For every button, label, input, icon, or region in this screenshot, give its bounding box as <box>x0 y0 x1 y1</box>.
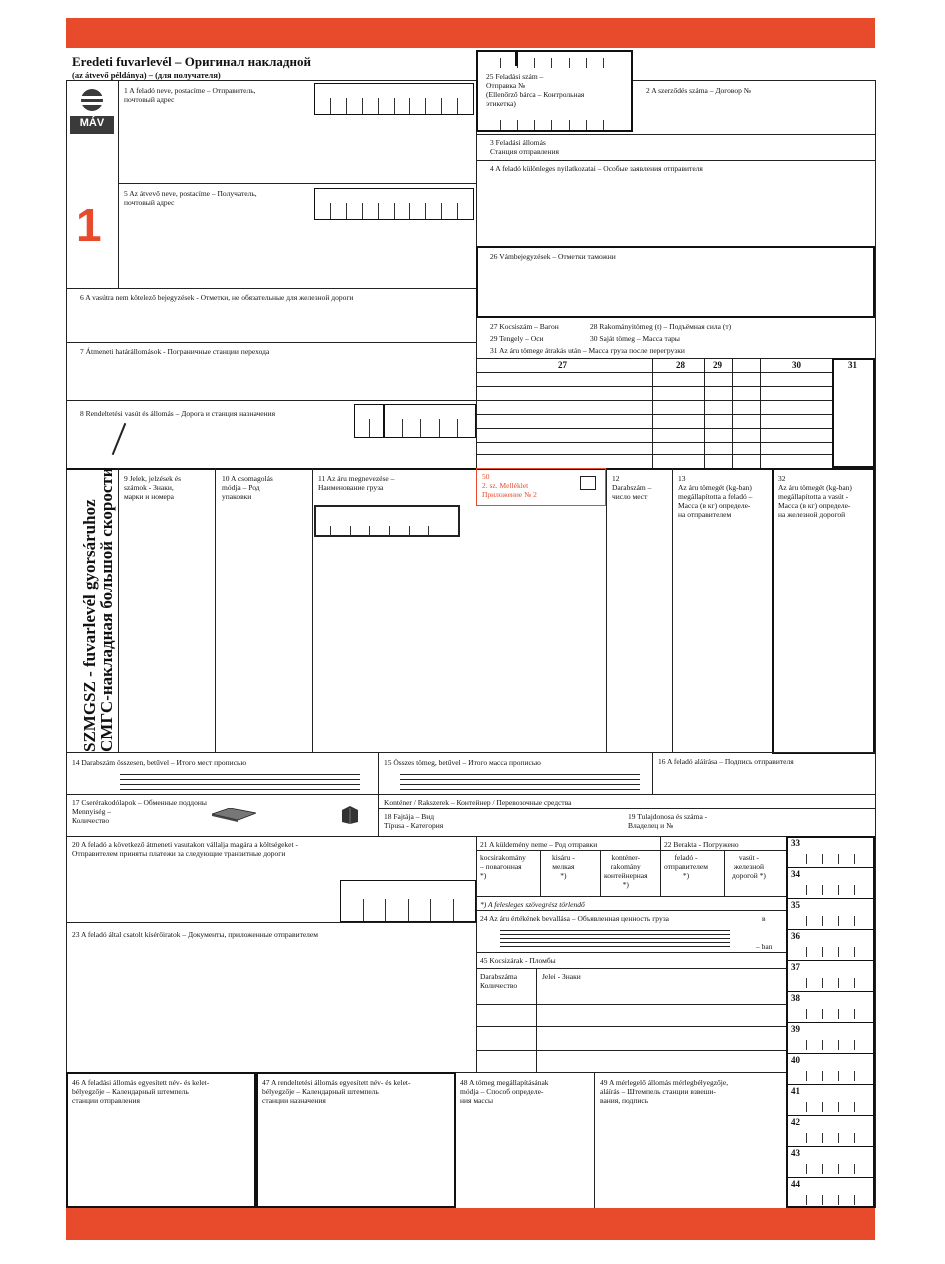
field-45-marks: Jelei - Знаки <box>542 972 581 981</box>
field-22-loaded: 22 Berakta - Погружено <box>664 840 739 849</box>
copy-number: 1 <box>76 199 102 251</box>
logo-text: MÁV <box>79 117 105 129</box>
field-46-stamp: 46 A feladási állomás egyesített név- és kelet- bélyegzője – Календарный штемпель станции отправления <box>72 1078 210 1105</box>
slash-mark <box>112 423 127 455</box>
field-50-annex: 50 2. sz. Melléklet Приложение № 2 <box>482 472 537 499</box>
field-31-label: 31 Az áru tömege átrakás után – Масса груза после перегрузки <box>490 346 685 355</box>
field-18-type: 18 Fajtája – Вид Típusa - Категория <box>384 812 444 830</box>
box-icon <box>340 806 360 824</box>
right-field-33-input[interactable] <box>806 850 870 864</box>
right-field-43: 43 <box>791 1148 800 1158</box>
field-6-remarks: 6 A vasútra nem kötelező bejegyzések - Отметки, не обязательные для железной дороги <box>80 293 354 302</box>
field-24-value: 24 Az áru értékének bevallása – Объявленная ценность груза <box>480 914 670 923</box>
right-field-38-input[interactable] <box>806 1005 870 1019</box>
right-field-41-input[interactable] <box>806 1098 870 1112</box>
field-1-sender: 1 A feladó neve, postacíme – Отправитель, почтовый адрес <box>124 86 256 104</box>
field-23-documents: 23 A feladó által csatolt kísérőiratok – Документы, приложенные отправителем <box>72 930 318 939</box>
right-field-38: 38 <box>791 993 800 1003</box>
side-title-hu: SZMGSZ - fuvarlevél gyorsáruhoz <box>80 499 99 752</box>
field-8-code-box-b[interactable] <box>384 404 476 438</box>
field-5-code-box[interactable] <box>314 188 474 220</box>
col-header-30: 30 <box>792 360 801 370</box>
field-24-ban: – ban <box>756 942 773 951</box>
field-22a: feladó - отправителем *) <box>664 853 709 880</box>
col-header-28: 28 <box>676 360 685 370</box>
field-32-mass-railway: 32 Az áru tömegét (kg-ban) megállapította a vasút - Масса (в кг) определе- на железной дорогой <box>778 474 852 519</box>
right-field-43-input[interactable] <box>806 1160 870 1174</box>
right-field-42: 42 <box>791 1117 800 1127</box>
field-11-goods: 11 Az áru megnevezése – Наименование груза <box>318 474 395 492</box>
field-21c: konténer- rakomány контейнерная *) <box>604 853 648 889</box>
field-17-pallets: 17 Cserérakodólapok – Обменные поддоны Mennyiség – Количество <box>72 798 207 825</box>
right-field-37-input[interactable] <box>806 974 870 988</box>
col-header-31: 31 <box>848 360 857 370</box>
field-1-code-box[interactable] <box>314 83 474 115</box>
col-31-box <box>832 358 875 468</box>
field-14-pieces-words: 14 Darabszám összesen, betűvel – Итого мест прописью <box>72 758 247 767</box>
col-header-27: 27 <box>558 360 567 370</box>
field-10-packing: 10 A csomagolás módja – Род упаковки <box>222 474 273 501</box>
field-29-label: 29 Tengely – Оси <box>490 334 544 343</box>
field-7-border-stations: 7 Átmeneti határállomások - Пограничные станции перехода <box>80 347 270 356</box>
field-24-v: в <box>762 914 766 923</box>
form-subtitle: (az átvevő példánya) – (для получателя) <box>72 70 221 80</box>
field-15-mass-words: 15 Összes tömeg, betűvel – Итого масса прописью <box>384 758 541 767</box>
field-13-mass-sender: 13 Az áru tömegét (kg-ban) megállapította a feladó – Масса (в кг) определе- на отправителем <box>678 474 753 519</box>
mav-logo <box>68 86 116 138</box>
field-22b: vasút - железной дорогой *) <box>732 853 766 880</box>
field-50-checkbox[interactable] <box>580 476 596 490</box>
right-field-36-input[interactable] <box>806 943 870 957</box>
field-45-seals: 45 Kocsizárak - Пломбы <box>480 956 556 965</box>
form-title: Eredeti fuvarlevél – Оригинал накладной <box>72 54 311 69</box>
right-field-36: 36 <box>791 931 800 941</box>
field-27-label: 27 Kocsiszám – Вагон <box>490 322 559 331</box>
field-47-stamp: 47 A rendeltetési állomás egyesített név- és kelet- bélyegzője – Календарный штемпель станции назначения <box>262 1078 411 1105</box>
right-field-34: 34 <box>791 869 800 879</box>
field-26-label: 26 Vámbejegyzések – Отметки таможни <box>490 252 616 261</box>
right-field-39-input[interactable] <box>806 1036 870 1050</box>
right-field-37: 37 <box>791 962 800 972</box>
top-red-bar <box>66 18 875 48</box>
right-field-40-input[interactable] <box>806 1067 870 1081</box>
container-label: Konténer / Rakszerek – Контейнер / Перевозочные средства <box>384 798 572 807</box>
field-20-transit: 20 A feladó a következő átmeneti vasutakon vállalja magára a költségeket - Отправителем приняты платежи за следующие транзитные дороги <box>72 840 298 858</box>
field-21a: kocsirakomány – повагонная *) <box>480 853 526 880</box>
right-field-35: 35 <box>791 900 800 910</box>
field-21b: kisáru - мелкая *) <box>552 853 575 880</box>
field-8-code-box-a[interactable] <box>354 404 384 438</box>
right-field-42-input[interactable] <box>806 1129 870 1143</box>
col-header-29: 29 <box>713 360 722 370</box>
field-30-label: 30 Saját tömeg – Масса тары <box>590 334 680 343</box>
footnote: *) A felesleges szövegrész törlendő <box>480 900 585 909</box>
right-field-35-input[interactable] <box>806 912 870 926</box>
right-field-44-input[interactable] <box>806 1191 870 1205</box>
right-field-41: 41 <box>791 1086 800 1096</box>
field-4-declarations: 4 A feladó különleges nyilatkozatai – Особые заявления отправителя <box>490 164 703 173</box>
side-title-ru: СМГС-накладная большой скорости <box>97 467 116 752</box>
right-field-39: 39 <box>791 1024 800 1034</box>
field-28-label: 28 Rakományitömeg (t) – Подъёмная сила (т) <box>590 322 732 331</box>
right-field-33: 33 <box>791 838 800 848</box>
right-field-44: 44 <box>791 1179 800 1189</box>
field-5-recipient: 5 Az átvevő neve, postacíme – Получатель, почтовый адрес <box>124 189 257 207</box>
field-12-pieces: 12 Darabszám – число мест <box>612 474 652 501</box>
field-3-station: 3 Feladási állomás Станция отправления <box>490 138 559 156</box>
field-49-weighing: 49 A mérlegelő állomás mérlegbélyegzője, aláírás – Штемпель станции взвеши- вания, подпись <box>600 1078 729 1105</box>
field-19-owner: 19 Tulajdonosa és száma - Владелец и № <box>628 812 708 830</box>
field-45-count: Darabszáma Количество <box>480 972 518 990</box>
field-21-shipment-type: 21 A küldemény neme – Род отправки <box>480 840 598 849</box>
field-2-contract: 2 A szerződés száma – Договор № <box>646 86 751 95</box>
pallet-icon <box>212 808 256 822</box>
right-field-34-input[interactable] <box>806 881 870 895</box>
right-field-40: 40 <box>791 1055 800 1065</box>
field-9-marks: 9 Jelek, jelzések és számok - Знаки, марки и номера <box>124 474 182 501</box>
field-48-method: 48 A tömeg megállapításának módja – Способ определе- ния массы <box>460 1078 549 1105</box>
field-20-code-box[interactable] <box>340 880 476 922</box>
bottom-red-bar <box>66 1208 875 1240</box>
field-16-signature: 16 A feladó aláírása – Подпись отправителя <box>658 757 794 766</box>
field-8-destination: 8 Rendeltetési vasút és állomás – Дорога и станция назначения <box>80 409 276 418</box>
field-25-label: 25 Feladási szám – Отправка № (Ellenőrző bárca – Контрольная этикетка) <box>486 72 585 108</box>
